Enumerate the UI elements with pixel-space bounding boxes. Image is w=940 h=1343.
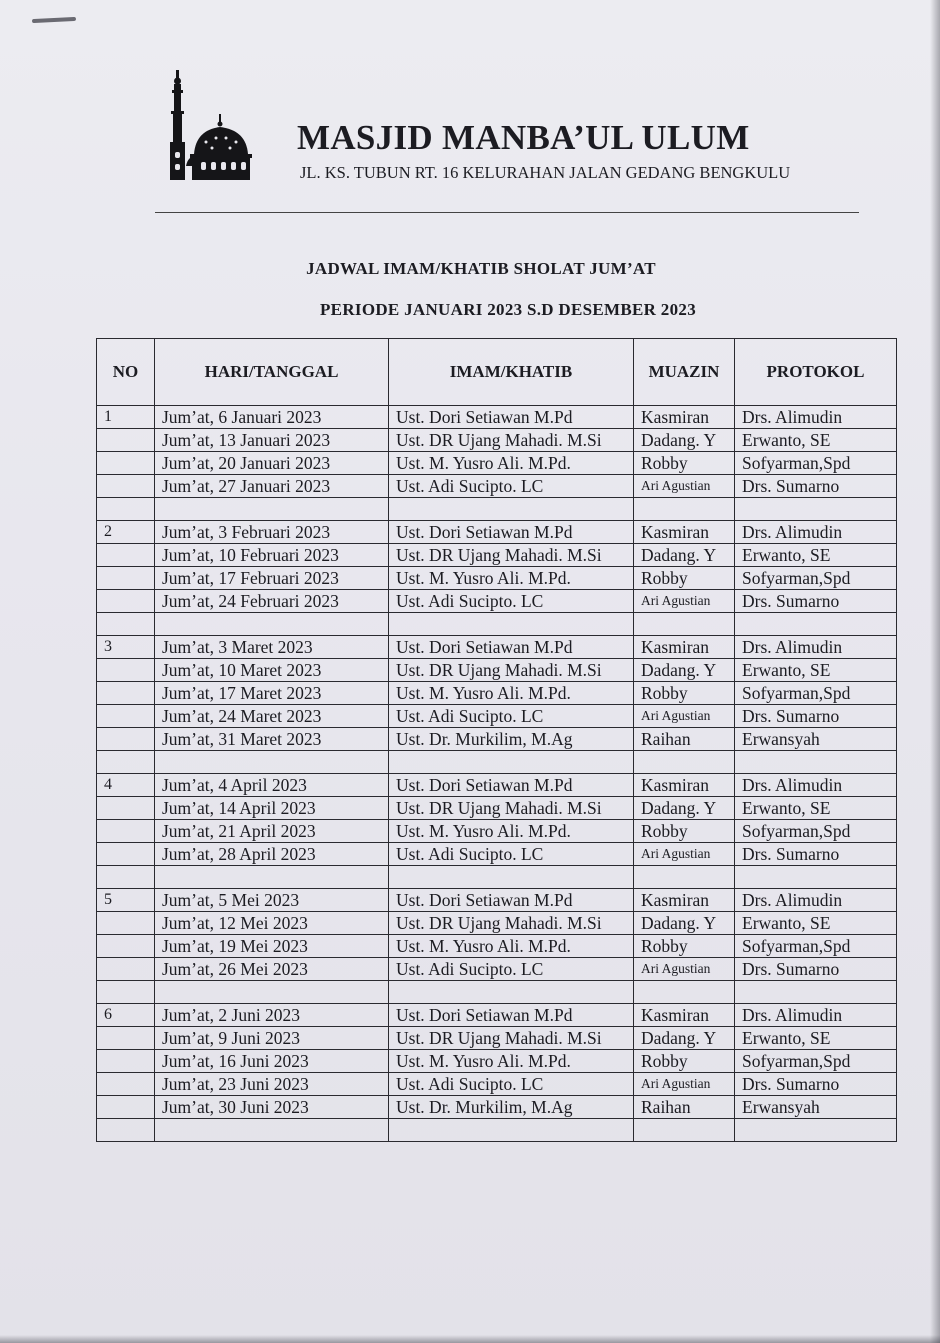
cell-protokol: Erwanto, SE	[735, 659, 897, 682]
col-header-date: HARI/TANGGAL	[155, 339, 389, 406]
cell-date: Jum’at, 24 Maret 2023	[155, 705, 389, 728]
cell-date: Jum’at, 9 Juni 2023	[155, 1027, 389, 1050]
col-header-muazin: MUAZIN	[634, 339, 735, 406]
cell-imam: Ust. Adi Sucipto. LC	[389, 705, 634, 728]
cell-no	[97, 1027, 155, 1050]
cell-protokol	[735, 613, 897, 636]
cell-protokol: Erwanto, SE	[735, 912, 897, 935]
table-row	[97, 705, 897, 728]
cell-imam: Ust. Adi Sucipto. LC	[389, 958, 634, 981]
col-header-imam: IMAM/KHATIB	[389, 339, 634, 406]
cell-muazin: Ari Agustian	[634, 1073, 735, 1096]
cell-date: Jum’at, 17 Maret 2023	[155, 682, 389, 705]
cell-protokol: Drs. Sumarno	[735, 705, 897, 728]
cell-no: 1	[97, 406, 155, 429]
table-row	[97, 659, 897, 682]
cell-protokol: Drs. Sumarno	[735, 843, 897, 866]
cell-protokol	[735, 498, 897, 521]
table-row	[97, 820, 897, 843]
cell-muazin: Robby	[634, 682, 735, 705]
cell-date: Jum’at, 3 Februari 2023	[155, 521, 389, 544]
cell-no	[97, 981, 155, 1004]
cell-protokol: Drs. Alimudin	[735, 636, 897, 659]
cell-imam: Ust. Dori Setiawan M.Pd	[389, 521, 634, 544]
cell-date: Jum’at, 27 Januari 2023	[155, 475, 389, 498]
table-row	[97, 843, 897, 866]
cell-imam: Ust. M. Yusro Ali. M.Pd.	[389, 452, 634, 475]
cell-no	[97, 429, 155, 452]
mosque-address: JL. KS. TUBUN RT. 16 KELURAHAN JALAN GEDANG BENGKULU	[300, 163, 791, 182]
cell-imam: Ust. Adi Sucipto. LC	[389, 1073, 634, 1096]
table-row	[97, 1096, 897, 1119]
cell-date: Jum’at, 20 Januari 2023	[155, 452, 389, 475]
cell-imam	[389, 613, 634, 636]
table-row	[97, 590, 897, 613]
cell-protokol: Erwanto, SE	[735, 1027, 897, 1050]
table-row	[97, 429, 897, 452]
col-header-no: NO	[97, 339, 155, 406]
cell-no	[97, 1073, 155, 1096]
cell-imam: Ust. Adi Sucipto. LC	[389, 590, 634, 613]
cell-imam	[389, 498, 634, 521]
table-row	[97, 406, 897, 429]
cell-no	[97, 958, 155, 981]
cell-imam: Ust. Dori Setiawan M.Pd	[389, 1004, 634, 1027]
cell-imam: Ust. Adi Sucipto. LC	[389, 843, 634, 866]
cell-imam	[389, 751, 634, 774]
cell-muazin: Robby	[634, 935, 735, 958]
table-row	[97, 636, 897, 659]
cell-muazin: Ari Agustian	[634, 958, 735, 981]
table-row	[97, 498, 897, 521]
cell-no: 3	[97, 636, 155, 659]
cell-no	[97, 1096, 155, 1119]
cell-date: Jum’at, 30 Juni 2023	[155, 1096, 389, 1119]
cell-muazin: Dadang. Y	[634, 1027, 735, 1050]
cell-date: Jum’at, 2 Juni 2023	[155, 1004, 389, 1027]
cell-muazin: Dadang. Y	[634, 797, 735, 820]
table-row	[97, 797, 897, 820]
cell-imam: Ust. DR Ujang Mahadi. M.Si	[389, 659, 634, 682]
cell-protokol: Erwanto, SE	[735, 544, 897, 567]
cell-no	[97, 544, 155, 567]
cell-date: Jum’at, 5 Mei 2023	[155, 889, 389, 912]
cell-no	[97, 843, 155, 866]
cell-date	[155, 751, 389, 774]
cell-date: Jum’at, 10 Februari 2023	[155, 544, 389, 567]
cell-date: Jum’at, 28 April 2023	[155, 843, 389, 866]
staple-mark	[32, 17, 76, 23]
table-row	[97, 889, 897, 912]
cell-muazin	[634, 613, 735, 636]
cell-imam	[389, 866, 634, 889]
cell-muazin	[634, 751, 735, 774]
cell-date: Jum’at, 24 Februari 2023	[155, 590, 389, 613]
cell-date: Jum’at, 26 Mei 2023	[155, 958, 389, 981]
cell-protokol: Drs. Alimudin	[735, 774, 897, 797]
cell-imam: Ust. Dr. Murkilim, M.Ag	[389, 728, 634, 751]
cell-protokol: Sofyarman,Spd	[735, 452, 897, 475]
cell-date: Jum’at, 14 April 2023	[155, 797, 389, 820]
table-row	[97, 567, 897, 590]
cell-muazin	[634, 498, 735, 521]
cell-muazin: Kasmiran	[634, 406, 735, 429]
table-row	[97, 981, 897, 1004]
cell-muazin: Ari Agustian	[634, 475, 735, 498]
cell-no	[97, 728, 155, 751]
cell-muazin: Kasmiran	[634, 774, 735, 797]
cell-muazin: Kasmiran	[634, 889, 735, 912]
cell-date: Jum’at, 19 Mei 2023	[155, 935, 389, 958]
cell-date	[155, 613, 389, 636]
table-row	[97, 475, 897, 498]
cell-no	[97, 452, 155, 475]
cell-muazin: Kasmiran	[634, 1004, 735, 1027]
page-edge-shadow	[930, 0, 940, 1343]
cell-imam	[389, 1119, 634, 1142]
cell-muazin: Kasmiran	[634, 636, 735, 659]
cell-protokol: Drs. Sumarno	[735, 958, 897, 981]
cell-muazin: Ari Agustian	[634, 705, 735, 728]
cell-no	[97, 820, 155, 843]
cell-no	[97, 498, 155, 521]
cell-protokol: Drs. Alimudin	[735, 1004, 897, 1027]
cell-muazin: Robby	[634, 452, 735, 475]
cell-date: Jum’at, 17 Februari 2023	[155, 567, 389, 590]
schedule-period: PERIODE JANUARI 2023 S.D DESEMBER 2023	[320, 300, 696, 319]
cell-muazin	[634, 1119, 735, 1142]
cell-protokol: Erwansyah	[735, 1096, 897, 1119]
cell-imam: Ust. Dori Setiawan M.Pd	[389, 889, 634, 912]
cell-protokol	[735, 981, 897, 1004]
cell-date: Jum’at, 3 Maret 2023	[155, 636, 389, 659]
cell-date	[155, 866, 389, 889]
cell-no: 6	[97, 1004, 155, 1027]
cell-protokol: Erwansyah	[735, 728, 897, 751]
cell-muazin: Dadang. Y	[634, 429, 735, 452]
cell-muazin: Dadang. Y	[634, 912, 735, 935]
cell-date	[155, 981, 389, 1004]
table-header-row	[97, 339, 897, 406]
cell-imam: Ust. Dr. Murkilim, M.Ag	[389, 1096, 634, 1119]
cell-imam: Ust. DR Ujang Mahadi. M.Si	[389, 429, 634, 452]
table-row	[97, 1050, 897, 1073]
cell-no: 5	[97, 889, 155, 912]
cell-no	[97, 1119, 155, 1142]
cell-muazin: Robby	[634, 820, 735, 843]
cell-muazin	[634, 981, 735, 1004]
cell-no	[97, 590, 155, 613]
cell-imam: Ust. M. Yusro Ali. M.Pd.	[389, 1050, 634, 1073]
cell-date: Jum’at, 21 April 2023	[155, 820, 389, 843]
cell-protokol	[735, 866, 897, 889]
cell-imam: Ust. M. Yusro Ali. M.Pd.	[389, 567, 634, 590]
cell-date: Jum’at, 4 April 2023	[155, 774, 389, 797]
cell-imam: Ust. M. Yusro Ali. M.Pd.	[389, 820, 634, 843]
cell-muazin: Robby	[634, 1050, 735, 1073]
cell-protokol: Drs. Sumarno	[735, 475, 897, 498]
cell-muazin: Kasmiran	[634, 521, 735, 544]
cell-no: 4	[97, 774, 155, 797]
mosque-name: MASJID MANBA’UL ULUM	[297, 118, 750, 157]
table-row	[97, 912, 897, 935]
cell-date: Jum’at, 6 Januari 2023	[155, 406, 389, 429]
cell-imam: Ust. M. Yusro Ali. M.Pd.	[389, 935, 634, 958]
table-row	[97, 452, 897, 475]
cell-protokol: Drs. Alimudin	[735, 406, 897, 429]
cell-date: Jum’at, 10 Maret 2023	[155, 659, 389, 682]
cell-no	[97, 866, 155, 889]
cell-muazin	[634, 866, 735, 889]
cell-muazin: Ari Agustian	[634, 843, 735, 866]
col-header-protokol: PROTOKOL	[735, 339, 897, 406]
table-row	[97, 544, 897, 567]
cell-no	[97, 1050, 155, 1073]
cell-protokol: Sofyarman,Spd	[735, 935, 897, 958]
cell-imam: Ust. DR Ujang Mahadi. M.Si	[389, 544, 634, 567]
cell-protokol: Sofyarman,Spd	[735, 567, 897, 590]
table-row	[97, 935, 897, 958]
cell-imam: Ust. M. Yusro Ali. M.Pd.	[389, 682, 634, 705]
cell-imam: Ust. Dori Setiawan M.Pd	[389, 406, 634, 429]
schedule-title: JADWAL IMAM/KHATIB SHOLAT JUM’AT	[306, 259, 656, 278]
cell-no	[97, 659, 155, 682]
cell-protokol: Drs. Alimudin	[735, 889, 897, 912]
cell-protokol: Sofyarman,Spd	[735, 820, 897, 843]
cell-imam: Ust. Dori Setiawan M.Pd	[389, 774, 634, 797]
cell-protokol	[735, 751, 897, 774]
cell-protokol: Drs. Sumarno	[735, 1073, 897, 1096]
cell-imam: Ust. DR Ujang Mahadi. M.Si	[389, 912, 634, 935]
header-divider	[155, 212, 859, 213]
table-row	[97, 521, 897, 544]
cell-no	[97, 475, 155, 498]
cell-no	[97, 567, 155, 590]
schedule-table	[96, 338, 897, 1142]
cell-muazin: Dadang. Y	[634, 544, 735, 567]
cell-no: 2	[97, 521, 155, 544]
cell-no	[97, 613, 155, 636]
cell-protokol: Sofyarman,Spd	[735, 682, 897, 705]
cell-no	[97, 935, 155, 958]
cell-imam: Ust. DR Ujang Mahadi. M.Si	[389, 1027, 634, 1050]
page-bottom-shadow	[0, 1335, 940, 1343]
cell-imam: Ust. DR Ujang Mahadi. M.Si	[389, 797, 634, 820]
cell-date: Jum’at, 13 Januari 2023	[155, 429, 389, 452]
table-row	[97, 1073, 897, 1096]
table-row	[97, 958, 897, 981]
cell-no	[97, 705, 155, 728]
cell-protokol	[735, 1119, 897, 1142]
cell-protokol: Erwanto, SE	[735, 797, 897, 820]
table-row	[97, 866, 897, 889]
mosque-logo-icon	[166, 70, 256, 182]
cell-protokol: Erwanto, SE	[735, 429, 897, 452]
table-row	[97, 1004, 897, 1027]
cell-imam	[389, 981, 634, 1004]
cell-muazin: Dadang. Y	[634, 659, 735, 682]
cell-no	[97, 912, 155, 935]
table-row	[97, 1027, 897, 1050]
cell-date: Jum’at, 16 Juni 2023	[155, 1050, 389, 1073]
cell-imam: Ust. Adi Sucipto. LC	[389, 475, 634, 498]
cell-no	[97, 797, 155, 820]
cell-protokol: Drs. Alimudin	[735, 521, 897, 544]
cell-muazin: Raihan	[634, 728, 735, 751]
table-row	[97, 751, 897, 774]
table-row	[97, 728, 897, 751]
cell-imam: Ust. Dori Setiawan M.Pd	[389, 636, 634, 659]
table-row	[97, 774, 897, 797]
cell-date	[155, 498, 389, 521]
table-row	[97, 1119, 897, 1142]
cell-muazin: Raihan	[634, 1096, 735, 1119]
cell-protokol: Drs. Sumarno	[735, 590, 897, 613]
schedule-body	[97, 406, 897, 1142]
cell-no	[97, 751, 155, 774]
table-row	[97, 682, 897, 705]
cell-date: Jum’at, 31 Maret 2023	[155, 728, 389, 751]
cell-date: Jum’at, 12 Mei 2023	[155, 912, 389, 935]
cell-muazin: Ari Agustian	[634, 590, 735, 613]
cell-date	[155, 1119, 389, 1142]
cell-muazin: Robby	[634, 567, 735, 590]
cell-no	[97, 682, 155, 705]
cell-date: Jum’at, 23 Juni 2023	[155, 1073, 389, 1096]
cell-protokol: Sofyarman,Spd	[735, 1050, 897, 1073]
table-row	[97, 613, 897, 636]
